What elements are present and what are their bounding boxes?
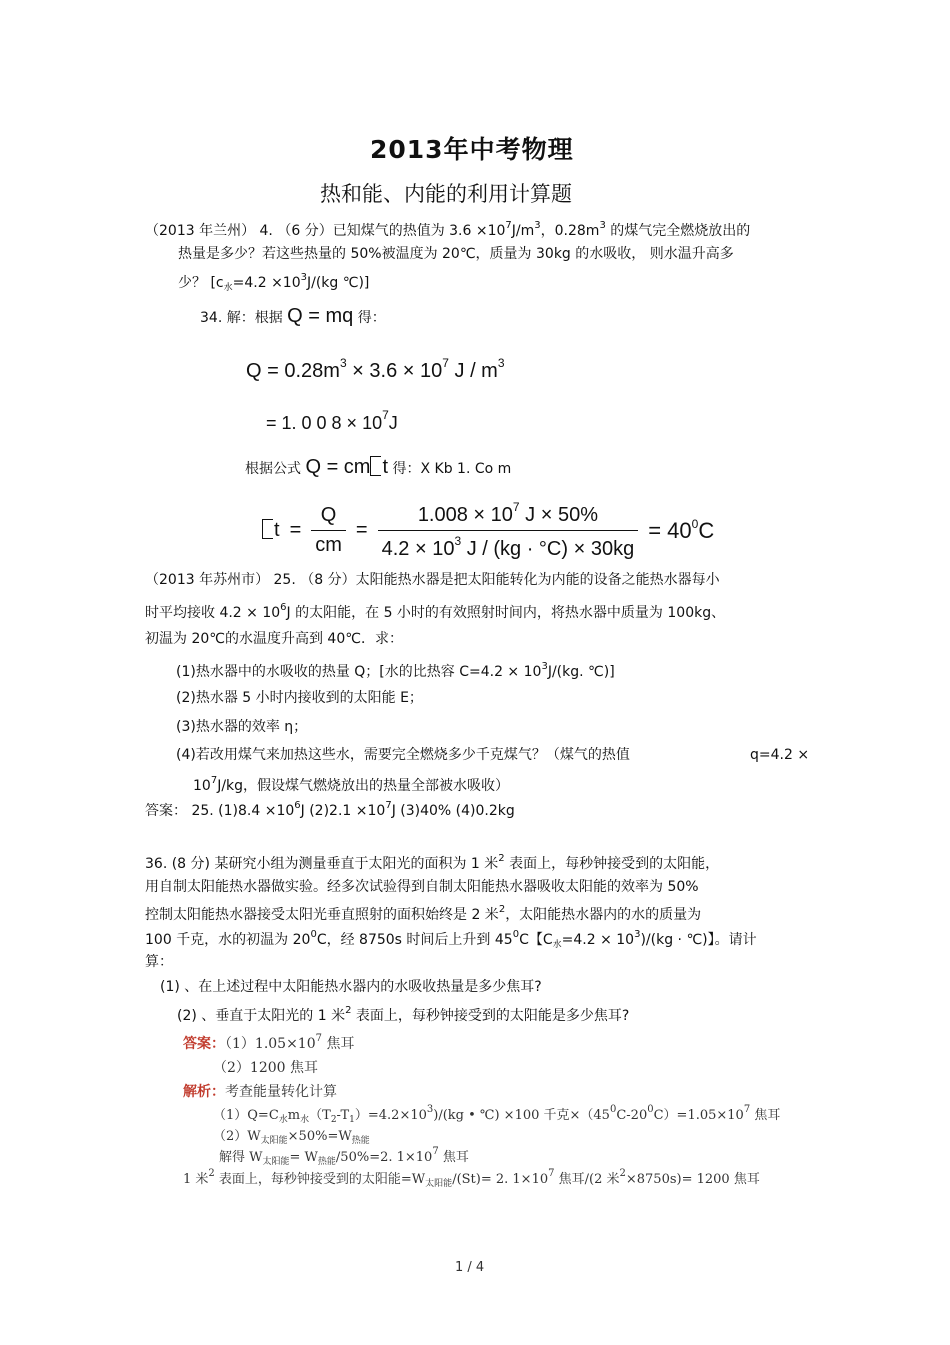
q2-item1: (1)热水器中的水吸收的热量 Q；[水的比热容 $C=4.2 \times 10^3J/(kg$. ℃)] — [176, 661, 615, 680]
analysis-step2: $(2)W_{太阳能}\times 50\%=W_{热能}$ — [213, 1129, 370, 1146]
page-title: 2013年中考物理 — [370, 135, 574, 164]
sol1-eq2: = 1. 0 0 $8 \times 10^7J$ — [266, 408, 398, 433]
fraction-numeric: $\frac{1.008 \times 10^7 J \times 50\%}{4.2 \times 10^3 J / (kg \cdot ^\circ C) \times 30kg}$ — [378, 500, 639, 561]
delta-symbol — [370, 456, 381, 476]
q1-line3: 少？ [$c_水=4.2 \times 10^3J/(kg$ ℃)] — [178, 272, 370, 293]
q2-item2: (2)热水器 5 小时内接收到的太阳能 E； — [176, 690, 423, 706]
q2-answer: 答案： 25. $(1)8.4 \times 10^6J$ $(2)2.1 \times 10^7J$ (3)40% (4)0.2kg — [145, 800, 515, 819]
delta-symbol — [262, 519, 273, 539]
answer-line2: （2）1200 焦耳 — [213, 1060, 318, 1076]
q3-line4: 100 千克，水的初温为 $20^0C$，经 8750s 时间后上升到 $45^0C$【$C_水=4.2 \times 10^3)/(kg$ · ℃)】。请计 — [145, 929, 757, 950]
q3-line1: 36. (8 分) 某研究小组为测量垂直于太阳光的面积为 1 米$^2$ 表面上，每秒钟接受到的太阳能， — [145, 853, 720, 872]
page-number: 1 / 4 — [455, 1260, 485, 1275]
answer-line1: 答案：$(1)1.05\times 10^7$ 焦耳 — [183, 1033, 355, 1052]
q2-item4-end: q=4.2 × — [750, 747, 810, 763]
fraction-q-over-cm: $\frac{Q}{cm}$ — [311, 504, 346, 557]
analysis-step1: $(1)Q=C_水m_水(T_2-T_1)=4.2\times 10^3)/(kg$ • ℃) ×100 千克$\times(45^0C-20^0C)=1.05\times 10^7$ 焦耳 — [213, 1104, 781, 1125]
q3-line3: 控制太阳能热水器接受太阳光垂直照射的面积始终是 2 米$^2$，太阳能热水器内的水的质量为 — [145, 904, 702, 923]
analysis-line: 解析：考查能量转化计算 — [183, 1084, 337, 1100]
sol1-header: 34. 解：根据 Q = mq 得： — [200, 305, 386, 327]
sol1-line3: 根据公式 Q = cm t 得：X Kb 1. Co m — [245, 456, 512, 478]
q2-line2: 时平均接收 $4.2 \times 10^6J$ 的太阳能，在 5 小时的有效照射时间内，将热水器中质量为 100kg、 — [145, 602, 726, 621]
q3-line5: 算： — [145, 954, 173, 970]
q3-line2: 用自制太阳能热水器做实验。经多次试验得到自制太阳能热水器吸收太阳能的效率为 50% — [145, 879, 699, 895]
q2-line3: 初温为 20℃的水温度升高到 40℃．求： — [145, 631, 403, 647]
q2-item3: (3)热水器的效率 η； — [176, 719, 308, 735]
q2-line1: （2013 年苏州市） 25. （8 分）太阳能热水器是把太阳能转化为内能的设备之能热水器每小 — [145, 572, 720, 588]
q1-line1: （2013 年兰州） 4. （6 分）已知煤气的热值为 $3.6 \times 10^7J/m^3$，$0.28m^3$ 的煤气完全燃烧放出的 — [145, 220, 751, 239]
q1-line2: 热量是多少？若这些热量的 50%被温度为 20℃，质量为 30kg 的水吸收， 则水温升高多 — [178, 246, 734, 262]
analysis-step3: 解得 $W_{太阳能}= W_{热能}/50\%=2$. $1\times 10^7$ 焦耳 — [219, 1146, 469, 1167]
q3-item2: (2) 、垂直于太阳光的 1 米$^2$ 表面上，每秒钟接受到的太阳能是多少焦耳? — [177, 1005, 630, 1024]
q2-item4-continued: $10^7J/kg$，假设煤气燃烧放出的热量全部被水吸收） — [193, 775, 510, 794]
sol1-eq1: $Q = 0.28m^3 \times 3.6 \times 10^7$ J / $m^3$ — [246, 356, 505, 382]
analysis-step4: 1 米$^2$ 表面上，每秒钟接受到的太阳能$=W_{太阳能}/(St)= 2$. $1\times 10^7$ 焦耳/(2 米$^2$×8750s)= 1200 焦耳 — [183, 1168, 760, 1189]
q3-item1: (1) 、在上述过程中太阳能热水器内的水吸收热量是多少焦耳? — [160, 979, 542, 995]
page-subtitle: 热和能、内能的利用计算题 — [320, 182, 572, 206]
q2-item4: (4)若改用煤气来加热这些水，需要完全燃烧多少千克煤气？（煤气的热值 — [176, 747, 630, 763]
sol1-fraction-eq: t = $\frac{Q}{cm}$ = $\frac{1.008 \times 10^7 J \times 50\%}{4.2 \times 10^3 J / (kg \cdot ^\circ C) \times 30kg}$ = $40^0C$ — [262, 500, 714, 561]
